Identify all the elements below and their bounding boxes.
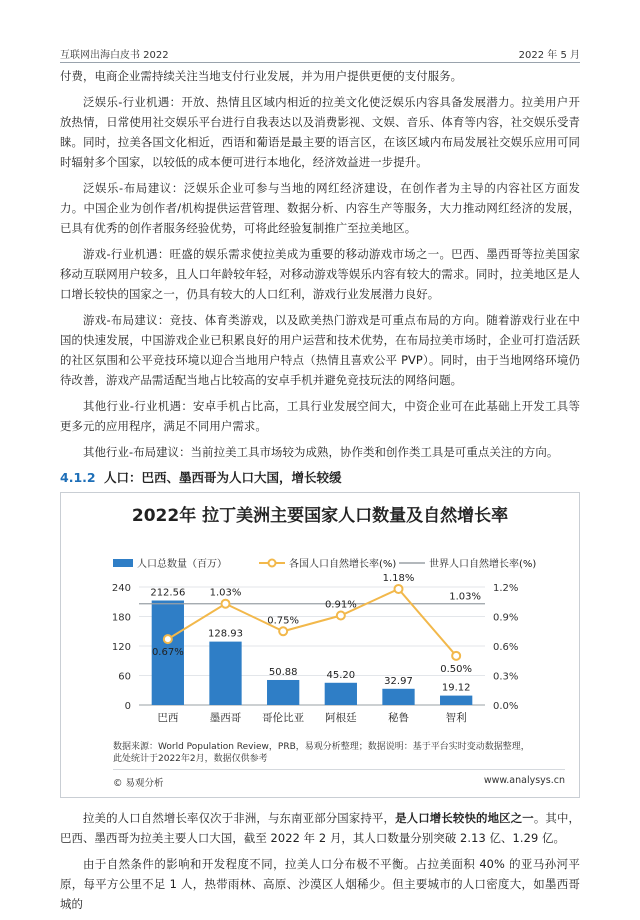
growth-value-label: 0.50% bbox=[440, 663, 473, 675]
legend-label-population: 人口总数量（百万） bbox=[137, 559, 227, 570]
category-label: 阿根廷 bbox=[325, 712, 357, 724]
chart-source bbox=[113, 741, 530, 765]
left-axis-tick-label: 60 bbox=[118, 671, 131, 683]
bar-value-label: 45.20 bbox=[326, 669, 356, 681]
right-axis-tick-label: 0.9% bbox=[493, 612, 519, 624]
bar-2 bbox=[267, 680, 299, 705]
category-label: 墨西哥 bbox=[209, 712, 242, 724]
paragraph: 其他行业-布局建议：当前拉美工具市场较为成熟，协作类和创作类工具是可重点关注的方向。 bbox=[83, 445, 559, 459]
paragraph: 泛娱乐-布局建议：泛娱乐企业可参与当地的网红经济建设，在创作者为主导的内容社区方面发力。中国企业为创作者/机构提供运营管理、数据分析、内容生产等服务，大力推动网红经济的发展，已具有优秀的创作者服务经验优势，可将此经验复制推广至拉美地区。 bbox=[60, 181, 580, 235]
growth-value-label: 0.67% bbox=[151, 647, 184, 659]
paragraph bbox=[60, 808, 580, 848]
growth-value-label: 1.18% bbox=[382, 572, 415, 584]
legend-marker-country-growth bbox=[269, 560, 276, 567]
right-axis-tick-label: 0.0% bbox=[493, 701, 519, 712]
growth-value-label: 1.03% bbox=[209, 587, 242, 599]
growth-point-4 bbox=[395, 585, 403, 593]
world-growth-label: 1.03% bbox=[449, 591, 481, 603]
bar-1 bbox=[209, 642, 241, 705]
growth-value-label: 0.91% bbox=[324, 599, 357, 611]
header-title: 互联网出海白皮书 2022 bbox=[60, 50, 169, 61]
legend-label-world-growth: 世界人口自然增长率(%) bbox=[429, 559, 537, 570]
bar-value-label: 19.12 bbox=[441, 682, 471, 694]
growth-point-1 bbox=[222, 600, 230, 608]
population-chart bbox=[60, 492, 580, 798]
category-label: 智利 bbox=[445, 712, 467, 724]
page-header bbox=[60, 44, 580, 63]
bar-value-label: 212.56 bbox=[150, 587, 186, 599]
section-heading bbox=[60, 468, 580, 486]
section-number: 4.1.2 bbox=[60, 470, 96, 485]
right-axis-tick-label: 0.3% bbox=[493, 671, 519, 683]
chart-source-line: 此处统计于2022年2月，数据仅供参考 bbox=[113, 754, 268, 764]
paragraph: 泛娱乐-行业机遇：开放、热情且区域内相近的拉美文化使泛娱乐内容具备发展潜力。拉美用户开放热情，日常使用社交娱乐平台进行自我表达以及消费影视、文娱、音乐、体育等内容，社交娱乐受青睐。同时，拉美各国文化相近，西语和葡语是最主要的语言区，在该区域内布局发展社交娱乐应用可同时辐射多个国家，以较低的成本便可进行本地化，经济效益进一步提升。 bbox=[60, 95, 580, 169]
right-axis-tick-label: 1.2% bbox=[493, 583, 519, 594]
right-axis-tick-label: 0.6% bbox=[493, 642, 519, 653]
growth-point-5 bbox=[452, 652, 460, 660]
bar-value-label: 50.88 bbox=[268, 666, 298, 678]
growth-value-label: 0.75% bbox=[267, 615, 300, 627]
bar-5 bbox=[440, 696, 472, 705]
legend-swatch-population bbox=[113, 559, 133, 567]
left-axis-tick-label: 120 bbox=[111, 642, 131, 653]
paragraph: 其他行业-行业机遇：安卓手机占比高，工具行业发展空间大，中资企业可在此基础上开发工具等更多元的应用程序，满足不同用户需求。 bbox=[60, 399, 580, 433]
legend-label-country-growth: 各国人口自然增长率(%) bbox=[289, 559, 397, 570]
chart-website: www.analysys.cn bbox=[483, 775, 565, 786]
paragraph: 游戏-布局建议：竞技、体育类游戏，以及欧美热门游戏是可重点布局的方向。随着游戏行业在中国的快速发展，中国游戏企业已积累良好的用户运营和技术优势，在布局拉美市场时，企业可打造活跃的社区氛围和公平竞技环境以迎合当地用户特点（热情且喜欢公平 PVP）。同时，由于当地网络环境仍待改善，游戏产品需适配当地占比较高的安卓手机并避免竞技玩法的网络问题。 bbox=[60, 313, 580, 387]
document-body bbox=[60, 66, 580, 920]
category-label: 秘鲁 bbox=[388, 712, 409, 724]
header-date: 2022 年 5 月 bbox=[518, 50, 580, 61]
text-run: 拉美的人口自然增长率仅次于非洲，与东南亚部分国家持平， bbox=[83, 811, 396, 825]
text-run: 。其中，巴西、墨西哥为拉美主要人口大国，截至 2022 年 2 月，其人口数量分别突破 2.13 亿、1.29 亿。 bbox=[60, 811, 580, 845]
growth-point-2 bbox=[279, 627, 287, 635]
left-axis-tick-label: 180 bbox=[111, 612, 131, 624]
section-title: 人口：巴西、墨西哥为人口大国，增长较缓 bbox=[103, 470, 342, 485]
paragraph: 付费，电商企业需持续关注当地支付行业发展，并为用户提供更便的支付服务。 bbox=[60, 69, 463, 83]
chart-source-line: 数据来源：World Population Review，PRB，易观分析整理；数据说明：基于平台实时变动数据整理， bbox=[113, 742, 530, 752]
bold-text: 是人口增长较快的地区之一 bbox=[395, 811, 534, 825]
chart-divider bbox=[113, 769, 565, 770]
category-label: 哥伦比亚 bbox=[262, 712, 305, 724]
bar-3 bbox=[325, 683, 357, 705]
bar-4 bbox=[382, 689, 414, 705]
category-label: 巴西 bbox=[157, 712, 179, 724]
paragraph: 由于自然条件的影响和开发程度不同，拉美人口分布极不平衡。占拉美面积 40% 的亚马孙河平原，每平方公里不足 1 人，热带雨林、高原、沙漠区人烟稀少。但主要城市的人口密度大，如墨西哥城的 bbox=[60, 857, 580, 911]
left-axis-tick-label: 0 bbox=[124, 701, 131, 712]
left-axis-tick-label: 240 bbox=[111, 583, 131, 594]
bar-value-label: 128.93 bbox=[208, 628, 243, 640]
growth-point-3 bbox=[337, 612, 345, 620]
chart-brand: © 易观分析 bbox=[113, 778, 164, 789]
bar-value-label: 32.97 bbox=[384, 675, 413, 687]
growth-point-0 bbox=[164, 635, 172, 643]
chart-title: 2022年 拉丁美洲主要国家人口数量及自然增长率 bbox=[131, 506, 509, 526]
paragraph: 游戏-行业机遇：旺盛的娱乐需求使拉美成为重要的移动游戏市场之一。巴西、墨西哥等拉美国家移动互联网用户较多，且人口年龄较年轻，对移动游戏等娱乐内容有较大的需求。同时，拉美地区是人口增长较快的国家之一，仍具有较大的人口红利，游戏行业发展潜力良好。 bbox=[60, 247, 580, 301]
